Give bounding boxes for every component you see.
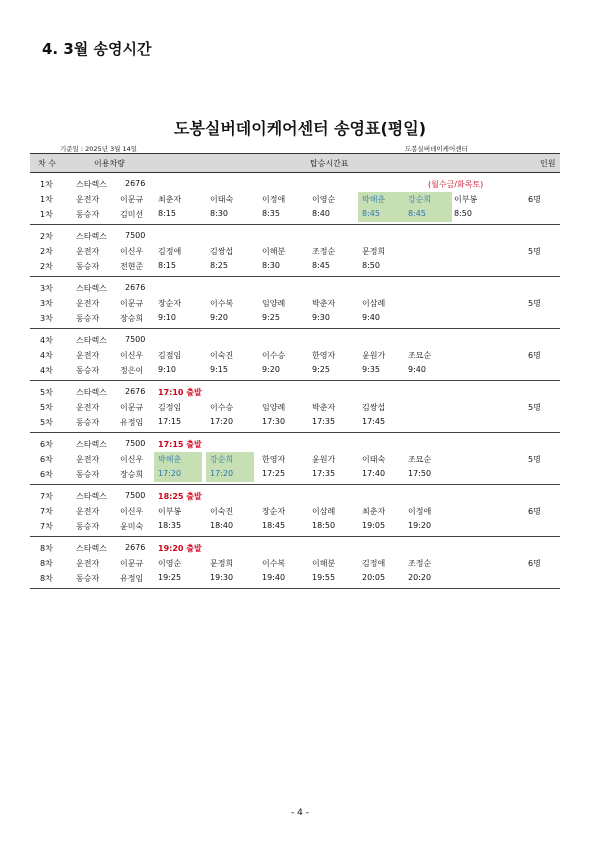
car-number: 8차 — [40, 544, 53, 553]
role-label: 운전자 — [76, 299, 100, 308]
pickup-time: 19:30 — [210, 573, 234, 582]
car-number: 4차 — [40, 366, 53, 375]
driver-name: 이신우 — [120, 507, 144, 516]
car-number: 5차 — [40, 418, 53, 427]
pickup-time: 17:30 — [262, 417, 286, 426]
companion-row — [30, 467, 560, 482]
driver-row — [30, 348, 560, 363]
role-label: 운전자 — [76, 195, 100, 204]
schedule-groups — [30, 173, 560, 589]
departure-note: 19:20 출발 — [158, 544, 202, 553]
passenger-name: 김정임 — [158, 403, 182, 412]
vehicle-number: 2676 — [125, 387, 146, 396]
passenger-name: 김정애 — [158, 247, 182, 256]
vehicle-number: 7500 — [125, 231, 146, 240]
vehicle-name: 스타렉스 — [76, 284, 107, 293]
passenger-name: 이숙진 — [210, 507, 234, 516]
companion-name: 윤미숙 — [120, 522, 144, 531]
pickup-time: 8:50 — [362, 261, 380, 270]
companion-row — [30, 571, 560, 586]
passenger-name: 이수복 — [210, 299, 234, 308]
schedule-group — [30, 381, 560, 433]
driver-name: 이문규 — [120, 299, 144, 308]
pickup-time: 9:40 — [362, 313, 380, 322]
pickup-time: 17:15 — [158, 417, 182, 426]
vehicle-name: 스타렉스 — [76, 180, 107, 189]
pickup-time: 17:35 — [312, 469, 336, 478]
vehicle-row — [30, 385, 560, 400]
passenger-name: 최춘자 — [158, 195, 182, 204]
vehicle-row — [30, 229, 560, 244]
pickup-time: 17:45 — [362, 417, 386, 426]
pickup-time: 20:05 — [362, 573, 386, 582]
passenger-name: 이부봉 — [454, 195, 478, 204]
passenger-name: 이수승 — [210, 403, 234, 412]
pickup-time: 9:25 — [262, 313, 280, 322]
vehicle-row — [30, 281, 560, 296]
driver-row — [30, 192, 560, 207]
passenger-name: 이숙진 — [210, 351, 234, 360]
role-label: 운전자 — [76, 507, 100, 516]
vehicle-number: 2676 — [125, 283, 146, 292]
passenger-name: 이영순 — [312, 195, 336, 204]
car-number: 6차 — [40, 470, 53, 479]
schedule-group — [30, 277, 560, 329]
car-number: 7차 — [40, 507, 53, 516]
schedule-group — [30, 329, 560, 381]
passenger-name: 박춘자 — [312, 299, 336, 308]
companion-name: 김미선 — [120, 210, 144, 219]
passenger-name: 윤원가 — [362, 351, 386, 360]
pickup-time: 18:35 — [158, 521, 182, 530]
passenger-name: 윤원가 — [312, 455, 336, 464]
pickup-time: 19:40 — [262, 573, 286, 582]
pickup-time: 19:55 — [312, 573, 336, 582]
car-number: 2차 — [40, 262, 53, 271]
pickup-time: 17:40 — [362, 469, 386, 478]
passenger-count: 5명 — [528, 403, 541, 412]
schedule-group — [30, 485, 560, 537]
companion-row — [30, 519, 560, 534]
pickup-time: 17:20 — [210, 469, 234, 478]
passenger-name: 강순희 — [210, 455, 234, 464]
passenger-count: 5명 — [528, 455, 541, 464]
car-number: 3차 — [40, 299, 53, 308]
pickup-time: 17:50 — [408, 469, 432, 478]
pickup-time: 8:45 — [312, 261, 330, 270]
passenger-name: 한영자 — [262, 455, 286, 464]
schedule-group — [30, 173, 560, 225]
pickup-time: 19:05 — [362, 521, 386, 530]
car-number: 5차 — [40, 403, 53, 412]
pickup-time: 8:35 — [262, 209, 280, 218]
schedule-group — [30, 225, 560, 277]
driver-row — [30, 504, 560, 519]
role-label: 운전자 — [76, 559, 100, 568]
companion-row — [30, 311, 560, 326]
role-label: 동승자 — [76, 314, 100, 323]
car-number: 7차 — [40, 522, 53, 531]
car-number: 1차 — [40, 180, 53, 189]
pickup-time: 8:25 — [210, 261, 228, 270]
vehicle-number: 7500 — [125, 335, 146, 344]
driver-name: 이문규 — [120, 195, 144, 204]
header-count: 인원 — [540, 159, 556, 168]
page-number: - 4 - — [291, 808, 309, 818]
vehicle-name: 스타렉스 — [76, 492, 107, 501]
passenger-name: 김쌍섭 — [362, 403, 386, 412]
car-number: 3차 — [40, 314, 53, 323]
car-number: 2차 — [40, 247, 53, 256]
passenger-name: 김정애 — [362, 559, 386, 568]
passenger-count: 5명 — [528, 247, 541, 256]
companion-row — [30, 207, 560, 222]
companion-name: 장승희 — [120, 314, 144, 323]
driver-row — [30, 400, 560, 415]
pickup-time: 9:20 — [210, 313, 228, 322]
passenger-name: 이영순 — [158, 559, 182, 568]
passenger-name: 이삼례 — [362, 299, 386, 308]
passenger-name: 이태숙 — [210, 195, 234, 204]
driver-name: 이문규 — [120, 559, 144, 568]
driver-name: 이신우 — [120, 455, 144, 464]
departure-note: 17:10 출발 — [158, 388, 202, 397]
passenger-name: 한영자 — [312, 351, 336, 360]
car-number: 7차 — [40, 492, 53, 501]
passenger-name: 임양례 — [262, 403, 286, 412]
pickup-time: 19:20 — [408, 521, 432, 530]
car-number: 6차 — [40, 440, 53, 449]
passenger-name: 조묘순 — [408, 455, 432, 464]
car-number: 4차 — [40, 351, 53, 360]
companion-row — [30, 415, 560, 430]
passenger-name: 이삼례 — [312, 507, 336, 516]
pickup-time: 8:15 — [158, 261, 176, 270]
companion-name: 정은이 — [120, 366, 144, 375]
pickup-time: 17:20 — [210, 417, 234, 426]
passenger-name: 이태숙 — [362, 455, 386, 464]
vehicle-number: 7500 — [125, 491, 146, 500]
passenger-count: 6명 — [528, 559, 541, 568]
pickup-time: 18:45 — [262, 521, 286, 530]
days-note: (월수금/화목토) — [428, 180, 484, 189]
passenger-name: 이해분 — [262, 247, 286, 256]
vehicle-row — [30, 437, 560, 452]
role-label: 운전자 — [76, 351, 100, 360]
pickup-time: 9:35 — [362, 365, 380, 374]
role-label: 동승자 — [76, 262, 100, 271]
pickup-time: 20:20 — [408, 573, 432, 582]
role-label: 운전자 — [76, 247, 100, 256]
vehicle-name: 스타렉스 — [76, 440, 107, 449]
pickup-time: 17:20 — [158, 469, 182, 478]
role-label: 동승자 — [76, 366, 100, 375]
companion-name: 장승희 — [120, 470, 144, 479]
pickup-time: 8:45 — [408, 209, 426, 218]
passenger-name: 장순자 — [158, 299, 182, 308]
pickup-time: 9:30 — [312, 313, 330, 322]
driver-row — [30, 244, 560, 259]
companion-row — [30, 363, 560, 378]
departure-note: 18:25 출발 — [158, 492, 202, 501]
pickup-time: 9:20 — [262, 365, 280, 374]
passenger-count: 6명 — [528, 507, 541, 516]
table-header — [30, 153, 560, 173]
pickup-time: 9:25 — [312, 365, 330, 374]
driver-row — [30, 452, 560, 467]
pickup-time: 9:15 — [210, 365, 228, 374]
pickup-time: 8:30 — [262, 261, 280, 270]
pickup-time: 18:50 — [312, 521, 336, 530]
header-timetable: 탑승시간표 — [310, 159, 349, 168]
companion-name: 전현준 — [120, 262, 144, 271]
passenger-name: 문정희 — [210, 559, 234, 568]
driver-name: 이신우 — [120, 351, 144, 360]
passenger-name: 이정애 — [408, 507, 432, 516]
car-number: 5차 — [40, 388, 53, 397]
pickup-time: 8:45 — [362, 209, 380, 218]
companion-name: 유정임 — [120, 418, 144, 427]
vehicle-number: 7500 — [125, 439, 146, 448]
passenger-name: 장순자 — [262, 507, 286, 516]
passenger-name: 이수승 — [262, 351, 286, 360]
car-number: 2차 — [40, 232, 53, 241]
passenger-name: 이수복 — [262, 559, 286, 568]
vehicle-row — [30, 489, 560, 504]
passenger-name: 조정순 — [408, 559, 432, 568]
passenger-count: 6명 — [528, 351, 541, 360]
passenger-name: 이부봉 — [158, 507, 182, 516]
pickup-time: 9:10 — [158, 365, 176, 374]
reference-date: 기준일 : 2025년 3월 14일 — [60, 145, 138, 153]
passenger-name: 최춘자 — [362, 507, 386, 516]
role-label: 운전자 — [76, 403, 100, 412]
passenger-name: 임양례 — [262, 299, 286, 308]
vehicle-name: 스타렉스 — [76, 336, 107, 345]
vehicle-number: 2676 — [125, 179, 146, 188]
document-title: 도봉실버데이케어센터 송영표(평일) — [173, 119, 427, 138]
passenger-count: 6명 — [528, 195, 541, 204]
driver-row — [30, 556, 560, 571]
schedule-table — [30, 153, 560, 589]
role-label: 동승자 — [76, 210, 100, 219]
header-car: 차 수 — [38, 159, 56, 168]
pickup-time: 17:35 — [312, 417, 336, 426]
center-name: 도봉실버데이케어센터 — [405, 145, 468, 153]
vehicle-row — [30, 333, 560, 348]
passenger-name: 김쌍섭 — [210, 247, 234, 256]
departure-note: 17:15 출발 — [158, 440, 202, 449]
pickup-time: 9:40 — [408, 365, 426, 374]
role-label: 동승자 — [76, 522, 100, 531]
passenger-name: 강순희 — [408, 195, 432, 204]
vehicle-name: 스타렉스 — [76, 388, 107, 397]
car-number: 4차 — [40, 336, 53, 345]
vehicle-number: 2676 — [125, 543, 146, 552]
vehicle-name: 스타렉스 — [76, 232, 107, 241]
passenger-name: 문정희 — [362, 247, 386, 256]
passenger-name: 이정애 — [262, 195, 286, 204]
role-label: 동승자 — [76, 470, 100, 479]
pickup-time: 8:15 — [158, 209, 176, 218]
passenger-count: 5명 — [528, 299, 541, 308]
pickup-time: 17:25 — [262, 469, 286, 478]
passenger-name: 박해춘 — [362, 195, 386, 204]
driver-name: 이문규 — [120, 403, 144, 412]
pickup-time: 8:40 — [312, 209, 330, 218]
vehicle-row — [30, 541, 560, 556]
companion-row — [30, 259, 560, 274]
schedule-group — [30, 537, 560, 589]
driver-name: 이신우 — [120, 247, 144, 256]
car-number: 3차 — [40, 284, 53, 293]
passenger-name: 조정순 — [312, 247, 336, 256]
section-title: 4. 3월 송영시간 — [42, 40, 152, 58]
pickup-time: 8:30 — [210, 209, 228, 218]
pickup-time: 19:25 — [158, 573, 182, 582]
car-number: 1차 — [40, 195, 53, 204]
driver-row — [30, 296, 560, 311]
car-number: 8차 — [40, 574, 53, 583]
role-label: 운전자 — [76, 455, 100, 464]
passenger-name: 김점임 — [158, 351, 182, 360]
header-vehicle: 이용차량 — [94, 159, 125, 168]
car-number: 8차 — [40, 559, 53, 568]
passenger-name: 조묘순 — [408, 351, 432, 360]
passenger-name: 이해분 — [312, 559, 336, 568]
role-label: 동승자 — [76, 418, 100, 427]
vehicle-name: 스타렉스 — [76, 544, 107, 553]
passenger-name: 박해춘 — [158, 455, 182, 464]
pickup-time: 9:10 — [158, 313, 176, 322]
passenger-name: 박춘자 — [312, 403, 336, 412]
car-number: 1차 — [40, 210, 53, 219]
companion-name: 유정임 — [120, 574, 144, 583]
role-label: 동승자 — [76, 574, 100, 583]
car-number: 6차 — [40, 455, 53, 464]
schedule-group — [30, 433, 560, 485]
pickup-time: 18:40 — [210, 521, 234, 530]
pickup-time: 8:50 — [454, 209, 472, 218]
vehicle-row — [30, 177, 560, 192]
